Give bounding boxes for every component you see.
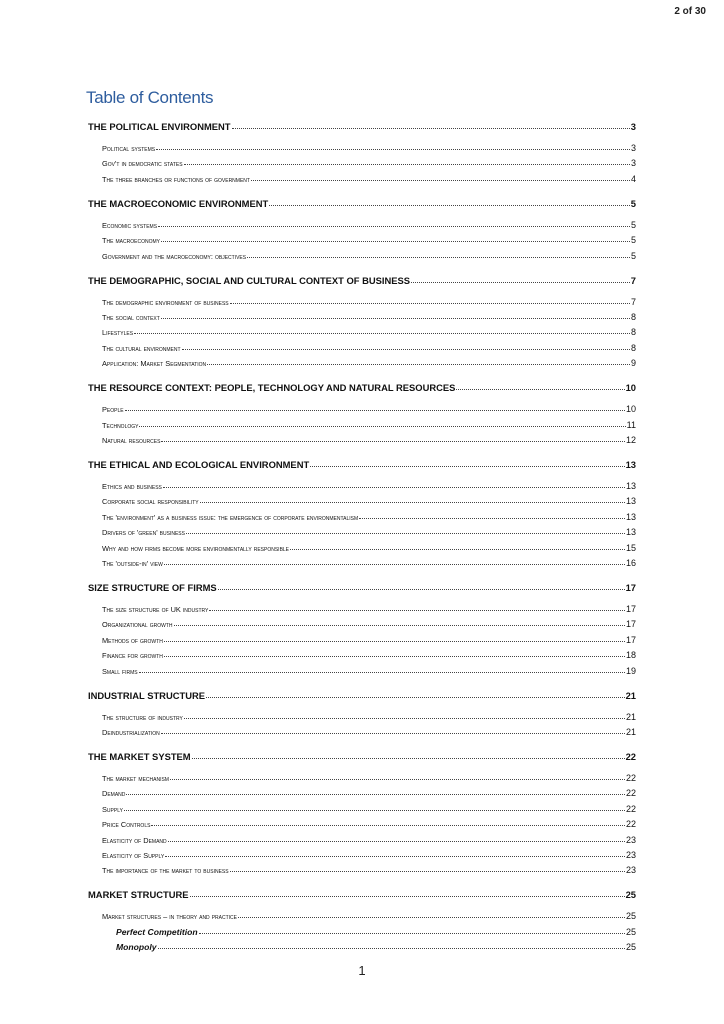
- toc-subsection-entry[interactable]: [88, 908, 636, 921]
- toc-entry-page-number: 7: [630, 296, 636, 307]
- toc-dot-leader: [251, 178, 630, 181]
- toc-entry-page-number: 17: [625, 619, 636, 630]
- toc-dot-leader: [165, 854, 625, 857]
- toc-section-entry[interactable]: [88, 748, 636, 762]
- toc-dot-leader: [161, 439, 625, 442]
- toc-entry-page-number: 17: [625, 604, 636, 614]
- toc-entry-page-number: 3: [630, 158, 636, 169]
- toc-dot-leader: [232, 126, 630, 129]
- toc-entry-label: Demand: [102, 789, 126, 799]
- toc-entry-label: Government and the macroeconomy: objectives: [102, 251, 247, 261]
- toc-dot-leader: [124, 808, 625, 811]
- toc-dot-leader: [134, 331, 630, 334]
- toc-dot-leader: [161, 731, 625, 734]
- toc-title: Table of Contents: [86, 88, 214, 107]
- toc-subsection-entry[interactable]: [88, 616, 636, 629]
- toc-entry-label: THE MACROECONOMIC ENVIRONMENT: [88, 197, 269, 209]
- toc-dot-leader: [238, 915, 625, 918]
- toc-dot-leader: [190, 894, 625, 897]
- toc-subsection-entry[interactable]: [88, 709, 636, 722]
- toc-dot-leader: [186, 531, 625, 534]
- toc-entry-page-number: 13: [625, 459, 636, 470]
- toc-subsection-entry[interactable]: [88, 140, 636, 153]
- toc-entry-page-number: 4: [630, 173, 636, 184]
- toc-subsection-entry[interactable]: [88, 417, 636, 430]
- toc-dot-leader: [156, 147, 630, 150]
- toc-section-entry[interactable]: [88, 195, 636, 209]
- toc-subsection-entry[interactable]: [88, 324, 636, 337]
- toc-dot-leader: [456, 387, 624, 390]
- toc-entry-label: Corporate social responsibility: [102, 497, 199, 507]
- toc-entry-label: THE ETHICAL AND ECOLOGICAL ENVIRONMENT: [88, 459, 310, 470]
- toc-entry-page-number: 22: [625, 803, 636, 814]
- toc-subsection-entry[interactable]: [88, 232, 636, 245]
- toc-entry-page-number: 7: [630, 274, 636, 286]
- toc-entry-page-number: 3: [630, 143, 636, 153]
- toc-subsection-entry[interactable]: [88, 601, 636, 614]
- toc-entry-label: Ethics and business: [102, 482, 162, 491]
- toc-subsection-entry[interactable]: [88, 401, 636, 414]
- toc-entry-label: Deindustrialization: [102, 728, 160, 737]
- toc-entry-page-number: 21: [625, 727, 636, 737]
- page-counter: 2 of 30: [674, 6, 706, 17]
- toc-dot-leader: [158, 946, 625, 949]
- toc-dot-leader: [139, 670, 625, 673]
- toc-subsection-entry[interactable]: [88, 770, 636, 783]
- toc-entry-label: The macroeconomy: [102, 236, 160, 246]
- toc-entry-page-number: 10: [625, 404, 636, 415]
- toc-entry-page-number: 22: [625, 788, 636, 799]
- toc-subsection-entry[interactable]: [88, 816, 636, 829]
- toc-section-entry[interactable]: [88, 272, 636, 286]
- toc-section-entry[interactable]: [88, 379, 636, 393]
- toc-entry-label: Small firms: [102, 666, 138, 676]
- toc-entry-page-number: 13: [625, 511, 636, 522]
- toc-entry-label: The size structure of UK industry: [102, 605, 209, 614]
- toc-entry-page-number: 25: [625, 942, 636, 953]
- toc-subsection-entry[interactable]: [88, 540, 636, 553]
- toc-dot-leader: [411, 280, 630, 283]
- toc-entry-page-number: 21: [625, 689, 636, 701]
- toc-section-entry[interactable]: [88, 687, 636, 701]
- toc-subsection-entry[interactable]: [88, 647, 636, 660]
- toc-dot-leader: [161, 239, 630, 242]
- toc-subsection-entry[interactable]: [88, 724, 636, 737]
- toc-entry-page-number: 8: [630, 342, 636, 353]
- toc-entry-label: Organizational growth: [102, 620, 173, 630]
- toc-subsection-entry[interactable]: [88, 355, 636, 368]
- toc-entry-page-number: 17: [625, 634, 636, 645]
- toc-entry-label: MARKET STRUCTURE: [88, 889, 189, 901]
- toc-entry-page-number: 25: [625, 889, 636, 901]
- toc-dot-leader: [218, 587, 625, 590]
- toc-dot-leader: [174, 623, 625, 626]
- toc-entry-label: Finance for growth: [102, 651, 163, 661]
- toc-entry-page-number: 22: [625, 819, 636, 830]
- toc-subsection-entry[interactable]: [88, 862, 636, 875]
- toc-entry-page-number: 10: [625, 382, 636, 394]
- toc-subsection-entry[interactable]: [88, 478, 636, 491]
- toc-section-entry[interactable]: [88, 886, 636, 900]
- toc-entry-label: Economic systems: [102, 220, 158, 230]
- toc-dot-leader: [158, 224, 630, 227]
- toc-entry-page-number: 23: [625, 834, 636, 845]
- toc-subsubsection-entry[interactable]: [88, 924, 636, 937]
- toc-subsection-entry[interactable]: [88, 294, 636, 307]
- toc-subsection-entry[interactable]: [88, 155, 636, 168]
- toc-dot-leader: [184, 162, 630, 165]
- toc-dot-leader: [125, 408, 625, 411]
- toc-entry-label: THE MARKET SYSTEM: [88, 751, 191, 762]
- toc-dot-leader: [164, 639, 625, 642]
- toc-entry-page-number: 8: [630, 327, 636, 338]
- toc-entry-page-number: 5: [630, 197, 636, 209]
- toc-entry-page-number: 23: [625, 850, 636, 860]
- toc-entry-label: Natural resources: [102, 436, 161, 445]
- toc-subsection-entry[interactable]: [88, 493, 636, 506]
- toc-entry-label: The importance of the market to business: [102, 866, 229, 876]
- toc-section-entry[interactable]: [88, 456, 636, 470]
- toc-subsection-entry[interactable]: [88, 509, 636, 522]
- toc-dot-leader: [184, 716, 625, 719]
- toc-dot-leader: [164, 562, 625, 565]
- toc-dot-leader: [200, 500, 625, 503]
- toc-dot-leader: [207, 362, 630, 365]
- toc-entry-page-number: 19: [625, 665, 636, 676]
- toc-entry-label: Price Controls: [102, 820, 151, 830]
- toc-entry-label: SIZE STRUCTURE OF FIRMS: [88, 582, 217, 593]
- toc-entry-label: Application: Market Segmentation: [102, 359, 207, 369]
- toc-entry-page-number: 18: [625, 650, 636, 661]
- toc-entry-page-number: 12: [625, 435, 636, 445]
- toc-entry-page-number: 25: [625, 926, 636, 937]
- toc-entry-page-number: 5: [630, 219, 636, 230]
- toc-entry-label: Elasticity of Supply: [102, 851, 165, 860]
- toc-entry-label: THE POLITICAL ENVIRONMENT: [88, 121, 231, 132]
- toc-entry-page-number: 11: [626, 419, 636, 430]
- toc-entry-page-number: 9: [630, 358, 636, 369]
- toc-dot-leader: [182, 347, 630, 350]
- toc-subsection-entry[interactable]: [88, 801, 636, 814]
- toc-dot-leader: [269, 203, 630, 206]
- toc-entry-page-number: 5: [630, 235, 636, 246]
- toc-entry-page-number: 23: [625, 865, 636, 876]
- toc-entry-label: The social context: [102, 313, 160, 322]
- toc-entry-label: The market mechanism: [102, 774, 169, 783]
- toc-entry-label: Political systems: [102, 144, 156, 153]
- toc-entry-label: People: [102, 405, 124, 415]
- toc-entry-page-number: 15: [625, 542, 636, 553]
- toc-dot-leader: [310, 464, 624, 467]
- toc-entry-label: Technology: [102, 420, 139, 430]
- toc-dot-leader: [247, 255, 630, 258]
- toc-entry-label: THE RESOURCE CONTEXT: PEOPLE, TECHNOLOGY AND NATURAL RESOURCES: [88, 382, 456, 394]
- toc-subsection-entry[interactable]: [88, 217, 636, 230]
- toc-entry-label: THE DEMOGRAPHIC, SOCIAL AND CULTURAL CONTEXT OF BUSINESS: [88, 274, 411, 286]
- toc-entry-label: The 'environment' as a business issue: the emergence of corporate environmentalism: [102, 512, 359, 522]
- toc-dot-leader: [168, 839, 625, 842]
- toc-entry-label: Why and how firms become more environmentally responsible: [102, 543, 290, 553]
- toc-entry-page-number: 16: [625, 558, 636, 568]
- toc-entry-label: Perfect Competition: [116, 926, 198, 937]
- toc-subsubsection-entry[interactable]: [88, 939, 636, 952]
- toc-entry-page-number: 5: [630, 250, 636, 261]
- toc-subsection-entry[interactable]: [88, 632, 636, 645]
- toc-dot-leader: [290, 547, 625, 550]
- toc-dot-leader: [199, 931, 625, 934]
- toc-entry-page-number: 13: [625, 527, 636, 538]
- toc-entry-label: Gov't in democratic states: [102, 159, 183, 169]
- toc-entry-label: Lifestyles: [102, 328, 134, 338]
- toc-subsection-entry[interactable]: [88, 785, 636, 798]
- toc-entry-label: The structure of industry: [102, 712, 183, 722]
- toc-dot-leader: [170, 777, 625, 780]
- toc-dot-leader: [192, 756, 625, 759]
- toc-entry-label: Methods of growth: [102, 635, 163, 645]
- toc-entry-page-number: 3: [630, 121, 636, 132]
- toc-subsection-entry[interactable]: [88, 432, 636, 445]
- toc-entry-page-number: 8: [630, 312, 636, 322]
- toc-dot-leader: [209, 608, 625, 611]
- toc-dot-leader: [230, 869, 625, 872]
- toc-subsection-entry[interactable]: [88, 847, 636, 860]
- toc-subsection-entry[interactable]: [88, 555, 636, 568]
- toc-entry-page-number: 22: [625, 751, 636, 762]
- toc-entry-label: INDUSTRIAL STRUCTURE: [88, 689, 206, 701]
- toc-dot-leader: [151, 823, 625, 826]
- toc-entry-page-number: 17: [625, 582, 636, 593]
- toc-entry-label: The three branches or functions of government: [102, 174, 250, 184]
- toc-subsection-entry[interactable]: [88, 663, 636, 676]
- toc-entry-label: Monopoly: [116, 942, 157, 953]
- toc-entry-label: Supply: [102, 804, 123, 814]
- toc-subsection-entry[interactable]: [88, 832, 636, 845]
- toc-entry-label: The 'outside-in' view: [102, 559, 163, 568]
- toc-subsection-entry[interactable]: [88, 524, 636, 537]
- toc-dot-leader: [230, 301, 630, 304]
- toc-dot-leader: [359, 516, 625, 519]
- toc-subsection-entry[interactable]: [88, 248, 636, 261]
- toc-section-entry[interactable]: [88, 579, 636, 593]
- toc-entry-label: Market structures – in theory and practice: [102, 912, 238, 922]
- toc-dot-leader: [164, 654, 625, 657]
- toc-entry-page-number: 21: [625, 711, 636, 722]
- toc-entry-page-number: 22: [625, 773, 636, 783]
- toc-entry-page-number: 13: [625, 481, 636, 491]
- toc-section-entry[interactable]: [88, 118, 636, 132]
- toc-entry-label: Drivers of 'green' business: [102, 528, 185, 538]
- toc-dot-leader: [206, 695, 625, 698]
- footer-page-number: 1: [358, 963, 366, 978]
- toc-entry-label: The demographic environment of business: [102, 297, 229, 307]
- toc-dot-leader: [126, 792, 625, 795]
- toc-dot-leader: [163, 485, 625, 488]
- toc-entry-label: Elasticity of Demand: [102, 835, 167, 845]
- toc-subsection-entry[interactable]: [88, 309, 636, 322]
- toc-dot-leader: [161, 316, 630, 319]
- toc-entry-page-number: 13: [625, 496, 636, 507]
- toc-subsection-entry[interactable]: [88, 171, 636, 184]
- toc-subsection-entry[interactable]: [88, 340, 636, 353]
- toc-entry-label: The cultural environment: [102, 343, 181, 353]
- toc-dot-leader: [139, 424, 625, 427]
- toc-entry-page-number: 25: [625, 911, 636, 922]
